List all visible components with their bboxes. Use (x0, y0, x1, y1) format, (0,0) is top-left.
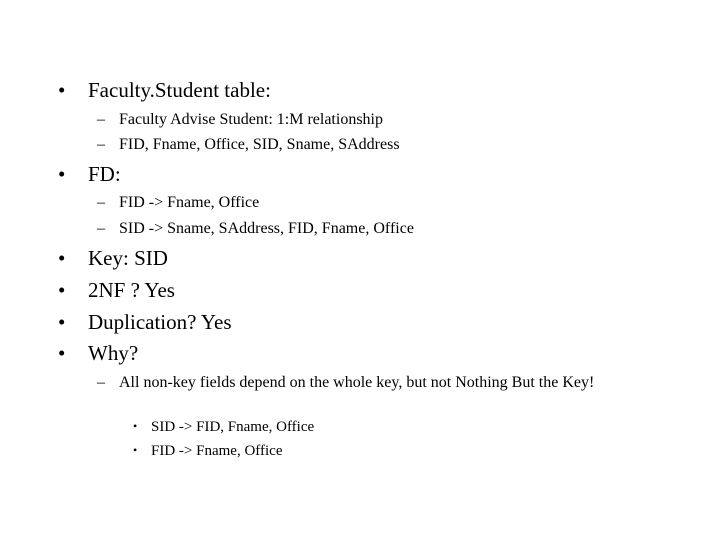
bullet-text: Why? (88, 341, 139, 365)
sub-bullet-text: SID -> Sname, SAddress, FID, Fname, Office (119, 220, 414, 237)
bullet-text: Key: SID (88, 246, 168, 270)
bullet-text: Duplication? Yes (88, 310, 232, 334)
bullet-icon: • (58, 162, 66, 186)
bullet-icon: • (58, 278, 66, 302)
sub-sub-bullet-text: SID -> FID, Fname, Office (151, 419, 315, 435)
sub-bullet-item (97, 109, 679, 130)
sub-bullet-text: FID -> Fname, Office (119, 194, 260, 211)
sub-bullet-item (97, 134, 679, 155)
bullet-icon: • (58, 246, 66, 270)
sub-bullet-text: All non-key fields depend on the whole key, but not Nothing But the Key! (119, 374, 595, 391)
sub-bullet-text: FID, Fname, Office, SID, Sname, SAddress (119, 136, 400, 153)
bullet-icon: • (133, 443, 138, 457)
bullet-icon: • (58, 310, 66, 334)
sub-sub-bullet-text: FID -> Fname, Office (151, 443, 283, 459)
sub-bullet-item (97, 372, 679, 393)
sub-bullet-item (97, 218, 679, 239)
sub-bullet-text: Faculty Advise Student: 1:M relationship (119, 111, 383, 128)
bullet-icon: • (58, 78, 66, 102)
bullet-icon: • (58, 341, 66, 365)
dash-icon: – (97, 374, 105, 391)
bullet-text: FD: (88, 162, 121, 186)
bullet-icon: • (133, 419, 138, 433)
dash-icon: – (97, 136, 105, 153)
sub-bullet-item (97, 192, 679, 213)
bullet-text: Faculty.Student table: (88, 78, 271, 102)
dash-icon: – (97, 194, 105, 211)
dash-icon: – (97, 220, 105, 237)
bullet-text: 2NF ? Yes (88, 278, 175, 302)
dash-icon: – (97, 111, 105, 128)
